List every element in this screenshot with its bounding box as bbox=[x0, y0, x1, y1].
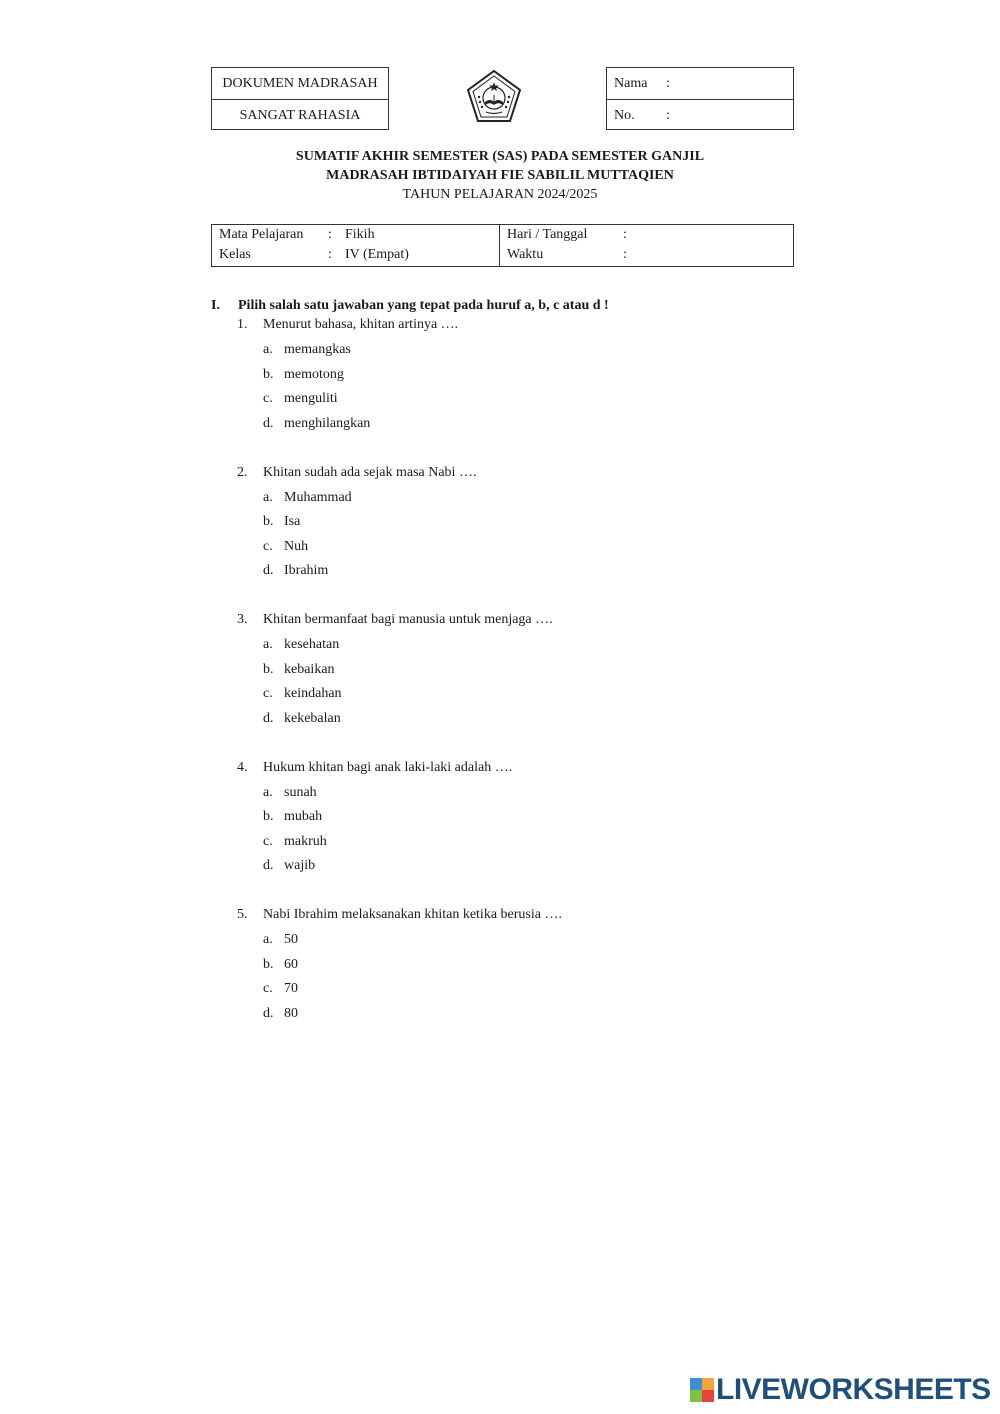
option-text: 70 bbox=[284, 981, 298, 996]
question-3-option-a[interactable] bbox=[263, 637, 339, 653]
question-number: 4. bbox=[237, 760, 248, 775]
class-value: IV (Empat) bbox=[345, 247, 409, 262]
option-letter: d. bbox=[263, 858, 274, 873]
question-2-option-c[interactable] bbox=[263, 539, 308, 555]
subject-label: Mata Pelajaran bbox=[219, 227, 304, 242]
class-label: Kelas bbox=[219, 247, 251, 262]
name-label: Nama bbox=[614, 75, 648, 91]
option-text: kekebalan bbox=[284, 711, 341, 726]
option-letter: d. bbox=[263, 416, 274, 431]
option-letter: d. bbox=[263, 563, 274, 578]
date-row[interactable] bbox=[507, 225, 640, 245]
option-text: mubah bbox=[284, 809, 323, 824]
option-letter: b. bbox=[263, 662, 274, 677]
question-2-option-d[interactable] bbox=[263, 563, 328, 579]
option-letter: a. bbox=[263, 932, 273, 947]
option-letter: b. bbox=[263, 957, 274, 972]
question-3 bbox=[237, 612, 553, 628]
option-text: 80 bbox=[284, 1006, 298, 1021]
question-text: Khitan sudah ada sejak masa Nabi …. bbox=[263, 465, 477, 480]
option-text: Nuh bbox=[284, 539, 309, 554]
number-separator: : bbox=[666, 107, 670, 123]
question-3-option-b[interactable] bbox=[263, 662, 335, 678]
question-5 bbox=[237, 907, 562, 923]
subject-separator: : bbox=[328, 227, 332, 242]
question-3-option-d[interactable] bbox=[263, 711, 341, 727]
question-1 bbox=[237, 317, 458, 333]
question-4 bbox=[237, 760, 512, 776]
question-1-option-b[interactable] bbox=[263, 367, 344, 383]
option-text: sunah bbox=[284, 785, 317, 800]
date-label: Hari / Tanggal bbox=[507, 227, 588, 242]
question-number: 3. bbox=[237, 612, 248, 627]
option-letter: c. bbox=[263, 834, 273, 849]
confidentiality-label: SANGAT RAHASIA bbox=[212, 99, 388, 131]
subject-value: Fikih bbox=[345, 227, 375, 242]
option-letter: d. bbox=[263, 1006, 274, 1021]
question-4-option-c[interactable] bbox=[263, 834, 327, 850]
option-text: Ibrahim bbox=[284, 563, 329, 578]
watermark-text: LIVEWORKSHEETS bbox=[716, 1373, 991, 1406]
question-1-option-c[interactable] bbox=[263, 391, 338, 407]
section-number: I. bbox=[211, 298, 220, 313]
option-letter: c. bbox=[263, 981, 273, 996]
option-text: kebaikan bbox=[284, 662, 335, 677]
question-text: Hukum khitan bagi anak laki-laki adalah …. bbox=[263, 760, 513, 775]
option-letter: d. bbox=[263, 711, 274, 726]
option-letter: a. bbox=[263, 785, 273, 800]
document-type: DOKUMEN MADRASAH bbox=[222, 75, 378, 91]
question-5-option-b[interactable] bbox=[263, 957, 298, 973]
question-2 bbox=[237, 465, 476, 481]
option-text: keindahan bbox=[284, 686, 342, 701]
question-2-option-b[interactable] bbox=[263, 514, 300, 530]
info-left-column bbox=[212, 225, 499, 266]
question-number: 2. bbox=[237, 465, 248, 480]
question-2-option-a[interactable] bbox=[263, 490, 352, 506]
option-text: wajib bbox=[284, 858, 316, 873]
date-separator: : bbox=[623, 227, 627, 242]
option-letter: b. bbox=[263, 514, 274, 529]
number-label: No. bbox=[614, 107, 635, 123]
option-text: memotong bbox=[284, 367, 344, 382]
option-text: 60 bbox=[284, 957, 298, 972]
question-4-option-a[interactable] bbox=[263, 785, 317, 801]
option-letter: c. bbox=[263, 539, 273, 554]
option-text: Isa bbox=[284, 514, 301, 529]
option-text: 50 bbox=[284, 932, 298, 947]
academic-year: TAHUN PELAJARAN 2024/2025 bbox=[402, 187, 598, 202]
question-3-option-c[interactable] bbox=[263, 686, 342, 702]
question-text: Menurut bahasa, khitan artinya …. bbox=[263, 317, 459, 332]
option-letter: b. bbox=[263, 809, 274, 824]
subject-row bbox=[219, 225, 375, 245]
exam-info-table bbox=[211, 224, 794, 267]
logo-square-green bbox=[690, 1390, 702, 1402]
info-right-column bbox=[499, 225, 794, 266]
option-letter: b. bbox=[263, 367, 274, 382]
option-text: memangkas bbox=[284, 342, 351, 357]
exam-title: SUMATIF AKHIR SEMESTER (SAS) PADA SEMESTER GANJIL bbox=[295, 149, 705, 164]
ministry-emblem-icon bbox=[466, 69, 522, 125]
option-text: Muhammad bbox=[284, 490, 352, 505]
question-5-option-c[interactable] bbox=[263, 981, 298, 997]
question-4-option-d[interactable] bbox=[263, 858, 315, 874]
time-row[interactable] bbox=[507, 245, 640, 265]
document-classification-box bbox=[211, 67, 389, 130]
name-separator: : bbox=[666, 75, 670, 91]
class-separator: : bbox=[328, 247, 332, 262]
option-text: kesehatan bbox=[284, 637, 340, 652]
question-number: 1. bbox=[237, 317, 248, 332]
question-text: Khitan bermanfaat bagi manusia untuk menjaga …. bbox=[263, 612, 553, 627]
question-number: 5. bbox=[237, 907, 248, 922]
question-5-option-d[interactable] bbox=[263, 1006, 298, 1022]
question-text: Nabi Ibrahim melaksanakan khitan ketika berusia …. bbox=[263, 907, 562, 922]
question-1-option-d[interactable] bbox=[263, 416, 370, 432]
student-identity-box bbox=[606, 67, 794, 130]
question-4-option-b[interactable] bbox=[263, 809, 322, 825]
class-row bbox=[219, 245, 409, 265]
option-letter: a. bbox=[263, 342, 273, 357]
section-instruction bbox=[211, 298, 609, 314]
option-text: makruh bbox=[284, 834, 327, 849]
instruction-text: Pilih salah satu jawaban yang tepat pada huruf a, b, c atau d ! bbox=[238, 298, 609, 313]
option-text: menghilangkan bbox=[284, 416, 371, 431]
logo-square-blue bbox=[690, 1378, 702, 1390]
name-field[interactable] bbox=[607, 68, 793, 99]
school-name: MADRASAH IBTIDAIYAH FIE SABILIL MUTTAQIEN bbox=[326, 168, 674, 183]
liveworksheets-logo-icon bbox=[690, 1378, 714, 1402]
time-separator: : bbox=[623, 247, 627, 262]
time-label: Waktu bbox=[507, 247, 544, 262]
option-letter: a. bbox=[263, 490, 273, 505]
logo-square-orange bbox=[702, 1378, 714, 1390]
liveworksheets-watermark bbox=[690, 1374, 991, 1406]
option-letter: c. bbox=[263, 686, 273, 701]
question-5-option-a[interactable] bbox=[263, 932, 298, 948]
option-text: menguliti bbox=[284, 391, 338, 406]
question-1-option-a[interactable] bbox=[263, 342, 351, 358]
number-field[interactable] bbox=[607, 99, 793, 131]
logo-square-red bbox=[702, 1390, 714, 1402]
option-letter: c. bbox=[263, 391, 273, 406]
option-letter: a. bbox=[263, 637, 273, 652]
